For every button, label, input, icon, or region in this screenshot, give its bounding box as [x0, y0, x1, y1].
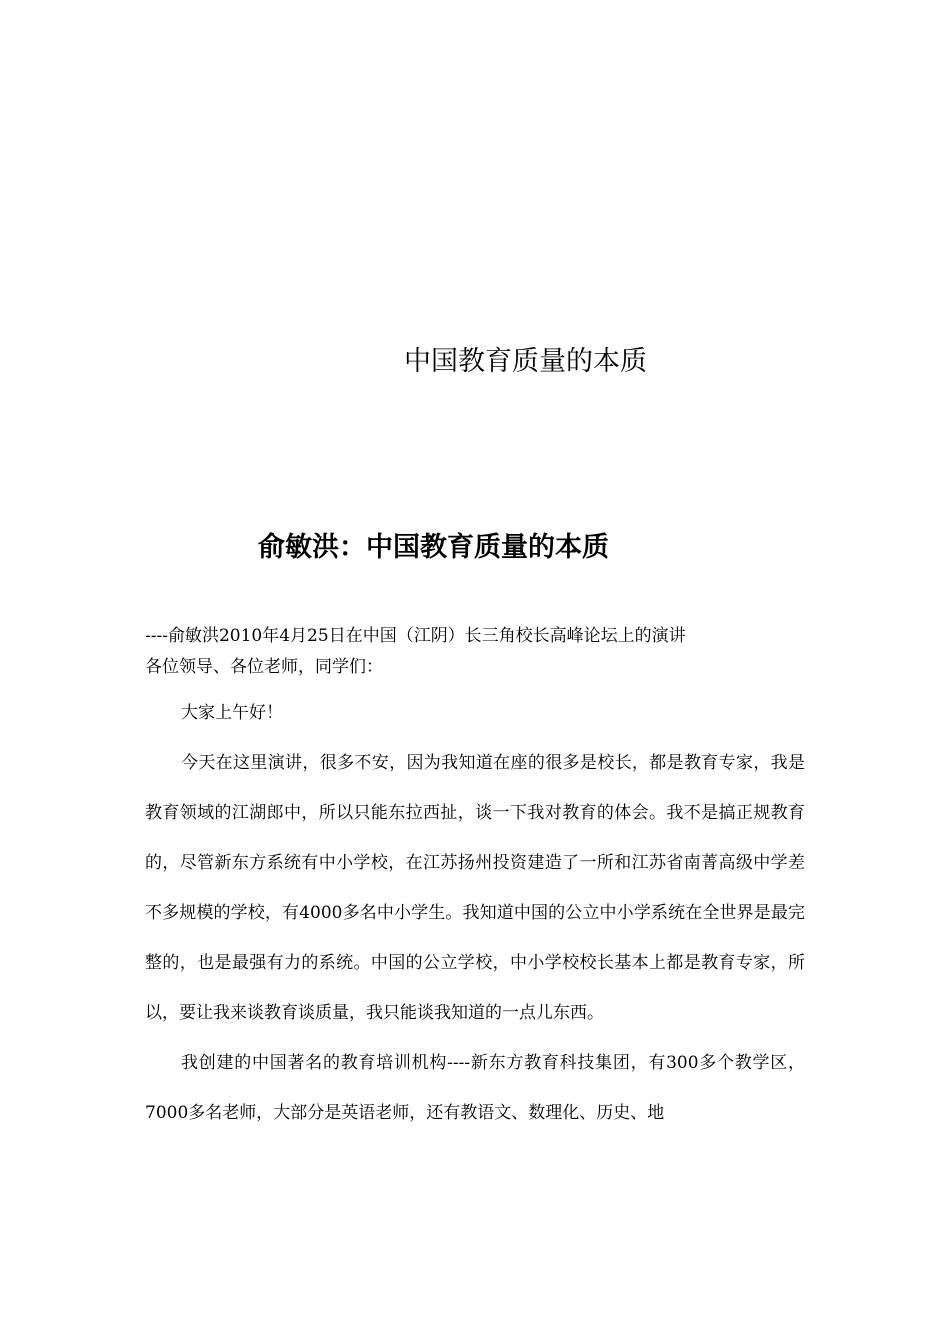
speech-subtitle: ----俞敏洪2010年4月25日在中国（江阴）长三角校长高峰论坛上的演讲 [145, 626, 686, 646]
paragraph-new-oriental: 我创建的中国著名的教育培训机构----新东方教育科技集团，有300多个教学区，7000多名老师，大部分是英语老师，还有教语文、数理化、历史、地 [145, 1053, 805, 1123]
cover-title: 中国教育质量的本质 [404, 346, 647, 377]
paragraph-intro: 今天在这里演讲，很多不安，因为我知道在座的很多是校长，都是教育专家，我是教育领域的江湖郎中，所以只能东拉西扯，谈一下我对教育的体会。我不是搞正规教育的，尽管新东方系统有中小学校，在江苏扬州投资建造了一所和江苏省南菁高级中学差不多规模的学校，有4000多名中小学生。我知道中国的公立中小学系统在全世界是最完整的，也是最强有力的系统。中国的公立学校，中小学校校长基本上都是教育专家，所以，要让我来谈教育谈质量，我只能谈我知道的一点儿东西。 [145, 753, 805, 1023]
paragraph-greeting: 大家上午好！ [181, 703, 283, 723]
document-body [145, 620, 805, 1138]
main-title: 俞敏洪：中国教育质量的本质 [258, 532, 609, 563]
salutation: 各位领导、各位老师，同学们： [145, 657, 383, 677]
